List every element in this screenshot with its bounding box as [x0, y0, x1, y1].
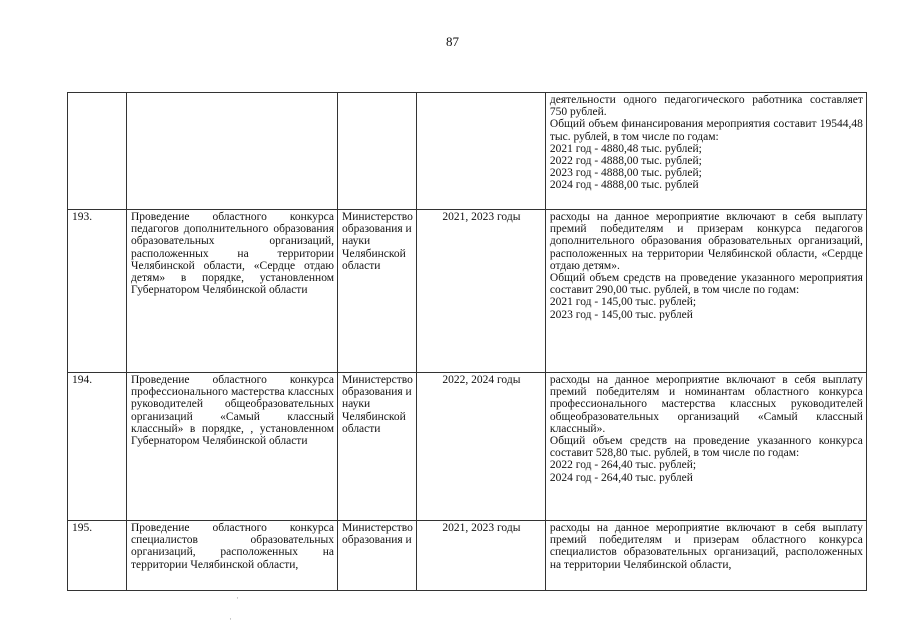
table-row	[68, 373, 867, 521]
financing-cell	[545, 521, 866, 591]
row-number-cell: 194.	[68, 373, 127, 521]
financing-year-line: 2023 год - 4888,00 тыс. рублей;	[549, 167, 702, 180]
financing-paragraph: Общий объем средств на проведение указанного конкурса составит 528,80 тыс. рублей, в том числе по годам:	[549, 435, 863, 460]
financing-cell	[545, 373, 866, 521]
executor-cell	[338, 93, 417, 210]
table-row	[68, 210, 867, 373]
event-cell	[127, 93, 338, 210]
years-cell: 2022, 2024 годы	[416, 373, 545, 521]
scan-artifact: ·	[236, 593, 239, 603]
financing-cell	[545, 93, 866, 210]
financing-paragraph: расходы на данное мероприятие включают в себя выплату премий победителям и призерам конкурса педагогов дополнительного образования образовательных организаций, расположенных на территории Челябинской области, «Сердце отдаю детям».	[549, 211, 863, 272]
financing-paragraph: расходы на данное мероприятие включают в себя выплату премий победителям и номинантам областного конкурса профессионального мастерства классных руководителей общеобразовательных организаций «Самый классный классный».	[549, 374, 863, 435]
financing-cell	[545, 210, 866, 373]
financing-paragraph: деятельности одного педагогического работника составляет 750 рублей.	[549, 94, 863, 119]
years-cell	[416, 93, 545, 210]
financing-year-line: 2023 год - 145,00 тыс. рублей	[549, 308, 693, 321]
financing-year-line: 2021 год - 145,00 тыс. рублей;	[549, 296, 697, 309]
executor-cell: Министерство образования и науки Челябинской области	[338, 373, 417, 521]
table-row	[68, 93, 867, 210]
executor-cell: Министерство образования и	[338, 521, 417, 591]
row-number-cell: 195.	[68, 521, 127, 591]
financing-year-line: 2024 год - 264,40 тыс. рублей	[549, 471, 693, 484]
financing-year-line: 2024 год - 4888,00 тыс. рублей	[549, 179, 699, 192]
scan-artifact: ·	[229, 614, 232, 624]
financing-year-line: 2022 год - 264,40 тыс. рублей;	[549, 459, 697, 472]
row-number-cell	[68, 93, 127, 210]
financing-paragraph: Общий объем финансирования мероприятия составит 19544,48 тыс. рублей, в том числе по годам:	[549, 118, 863, 143]
financing-paragraph: расходы на данное мероприятие включают в себя выплату премий победителям и призерам областного конкурса специалистов образовательных организаций, расположенных на территории Челябинской области,	[549, 522, 863, 571]
event-cell: Проведение областного конкурса специалистов образовательных организаций, расположенных на территории Челябинской области,	[127, 521, 338, 591]
financing-year-line: 2021 год - 4880,48 тыс. рублей;	[549, 142, 702, 155]
years-cell: 2021, 2023 годы	[416, 210, 545, 373]
event-cell: Проведение областного конкурса педагогов дополнительного образования образовательных организаций, расположенных на территории Челябинской области, «Сердце отдаю детям» в порядке, установленном Губернатором Челябинской области	[127, 210, 338, 373]
years-cell: 2021, 2023 годы	[416, 521, 545, 591]
table-row	[68, 521, 867, 591]
financing-paragraph: Общий объем средств на проведение указанного мероприятия составит 290,00 тыс. рублей, в том числе по годам:	[549, 272, 863, 297]
program-table	[67, 92, 867, 591]
event-cell: Проведение областного конкурса профессионального мастерства классных руководителей общеобразовательных организаций «Самый классный классный» в порядке, , установленном Губернатором Челябинской области	[127, 373, 338, 521]
executor-cell: Министерство образования и науки Челябинской области	[338, 210, 417, 373]
page-number: 87	[446, 34, 459, 49]
financing-year-line: 2022 год - 4888,00 тыс. рублей;	[549, 155, 702, 168]
row-number-cell: 193.	[68, 210, 127, 373]
